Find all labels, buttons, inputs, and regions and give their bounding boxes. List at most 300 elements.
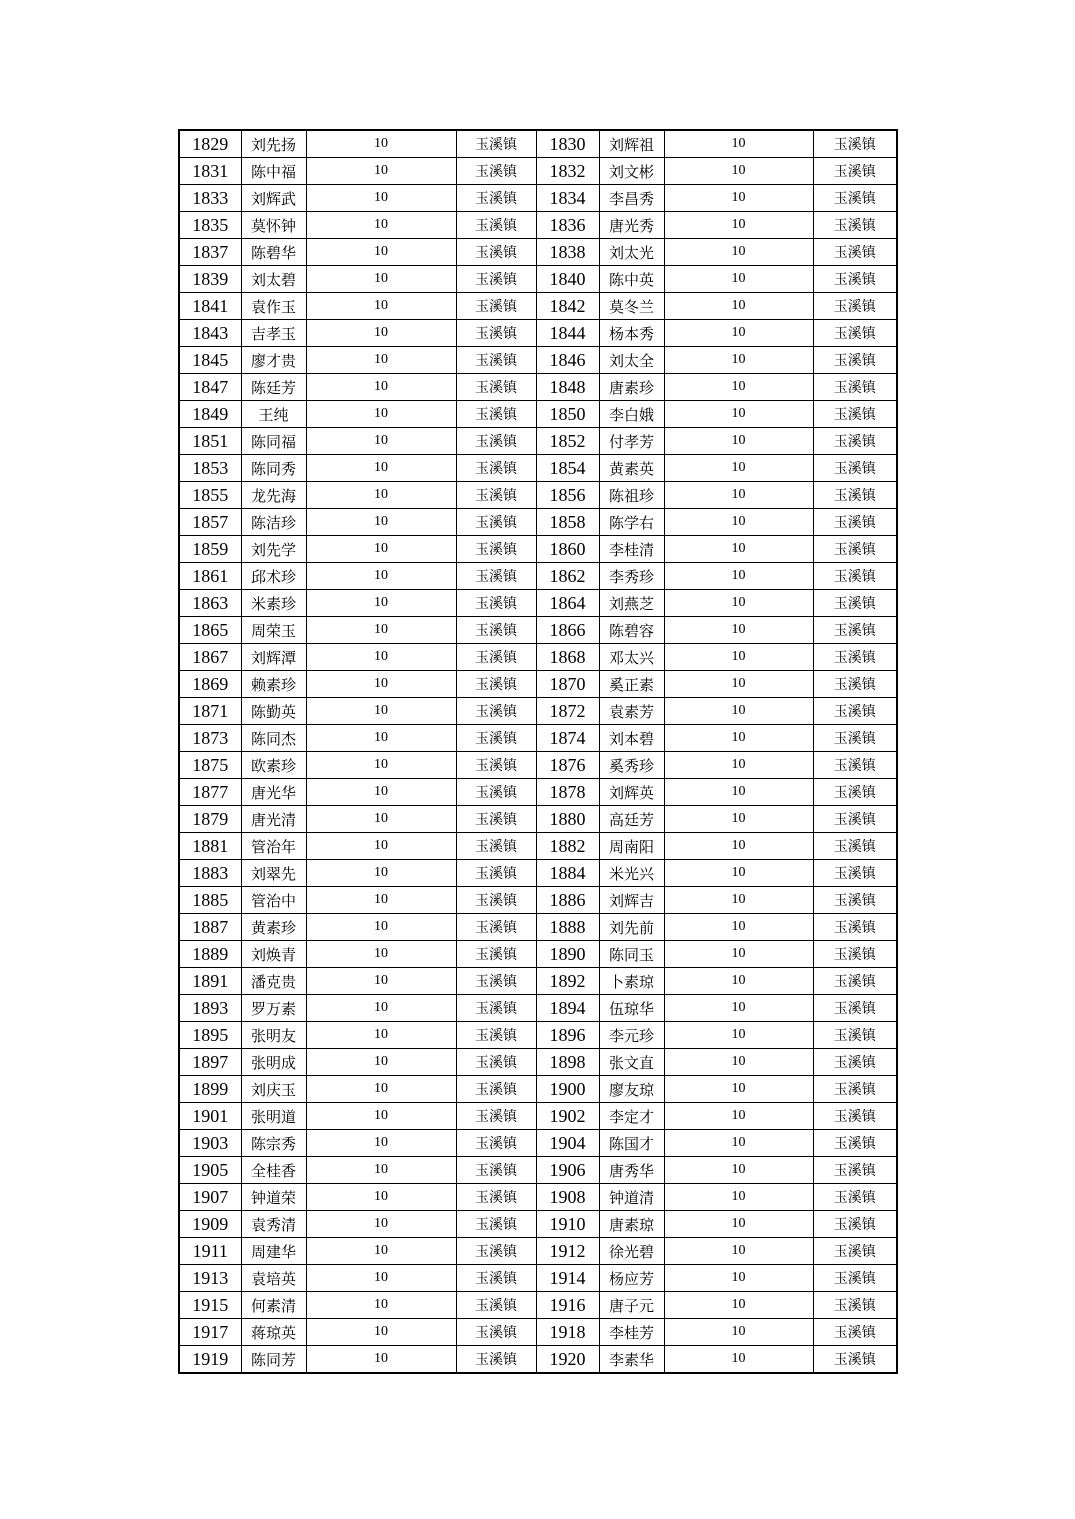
town-name-cell: 玉溪镇	[456, 995, 536, 1022]
person-name-cell: 唐子元	[599, 1292, 664, 1319]
amount-value-cell: 10	[306, 185, 456, 212]
person-name-cell: 陈廷芳	[241, 374, 306, 401]
record-number-cell: 1885	[179, 887, 241, 914]
amount-value-cell: 10	[306, 158, 456, 185]
record-number-cell: 1853	[179, 455, 241, 482]
person-name-cell: 李定才	[599, 1103, 664, 1130]
record-number-cell: 1917	[179, 1319, 241, 1346]
person-name-cell: 李昌秀	[599, 185, 664, 212]
record-number-cell: 1869	[179, 671, 241, 698]
record-number-cell: 1920	[536, 1346, 599, 1374]
town-name-cell: 玉溪镇	[813, 428, 897, 455]
record-number-cell: 1905	[179, 1157, 241, 1184]
person-name-cell: 刘翠先	[241, 860, 306, 887]
record-number-cell: 1858	[536, 509, 599, 536]
person-name-cell: 袁秀清	[241, 1211, 306, 1238]
record-number-cell: 1838	[536, 239, 599, 266]
town-name-cell: 玉溪镇	[456, 1022, 536, 1049]
amount-value-cell: 10	[306, 1265, 456, 1292]
table-row	[179, 130, 897, 158]
town-name-cell: 玉溪镇	[813, 1211, 897, 1238]
town-name-cell: 玉溪镇	[813, 482, 897, 509]
person-name-cell: 陈中英	[599, 266, 664, 293]
table-row	[179, 482, 897, 509]
amount-value-cell: 10	[306, 698, 456, 725]
person-name-cell: 陈同福	[241, 428, 306, 455]
record-number-cell: 1902	[536, 1103, 599, 1130]
record-number-cell: 1871	[179, 698, 241, 725]
record-number-cell: 1886	[536, 887, 599, 914]
record-number-cell: 1843	[179, 320, 241, 347]
person-name-cell: 陈碧华	[241, 239, 306, 266]
person-name-cell: 李桂芳	[599, 1319, 664, 1346]
person-name-cell: 刘辉英	[599, 779, 664, 806]
table-row	[179, 644, 897, 671]
town-name-cell: 玉溪镇	[813, 1238, 897, 1265]
person-name-cell: 刘先学	[241, 536, 306, 563]
table-row	[179, 401, 897, 428]
table-row	[179, 806, 897, 833]
town-name-cell: 玉溪镇	[456, 320, 536, 347]
person-name-cell: 陈同杰	[241, 725, 306, 752]
table-row	[179, 1022, 897, 1049]
record-number-cell: 1892	[536, 968, 599, 995]
person-name-cell: 卜素琼	[599, 968, 664, 995]
record-number-cell: 1891	[179, 968, 241, 995]
table-row	[179, 374, 897, 401]
amount-value-cell: 10	[306, 130, 456, 158]
town-name-cell: 玉溪镇	[456, 266, 536, 293]
person-name-cell: 廖才贵	[241, 347, 306, 374]
record-number-cell: 1889	[179, 941, 241, 968]
record-number-cell: 1906	[536, 1157, 599, 1184]
record-number-cell: 1851	[179, 428, 241, 455]
town-name-cell: 玉溪镇	[456, 401, 536, 428]
amount-value-cell: 10	[306, 806, 456, 833]
table-row	[179, 617, 897, 644]
amount-value-cell: 10	[664, 1103, 813, 1130]
person-name-cell: 欧素珍	[241, 752, 306, 779]
person-name-cell: 刘燕芝	[599, 590, 664, 617]
amount-value-cell: 10	[306, 914, 456, 941]
amount-value-cell: 10	[306, 941, 456, 968]
town-name-cell: 玉溪镇	[813, 293, 897, 320]
record-number-cell: 1884	[536, 860, 599, 887]
town-name-cell: 玉溪镇	[813, 185, 897, 212]
record-number-cell: 1887	[179, 914, 241, 941]
town-name-cell: 玉溪镇	[456, 698, 536, 725]
record-number-cell: 1888	[536, 914, 599, 941]
record-number-cell: 1914	[536, 1265, 599, 1292]
record-number-cell: 1908	[536, 1184, 599, 1211]
record-number-cell: 1913	[179, 1265, 241, 1292]
town-name-cell: 玉溪镇	[813, 752, 897, 779]
amount-value-cell: 10	[306, 1292, 456, 1319]
town-name-cell: 玉溪镇	[813, 698, 897, 725]
person-name-cell: 刘辉潭	[241, 644, 306, 671]
record-number-cell: 1882	[536, 833, 599, 860]
table-row	[179, 1346, 897, 1374]
person-name-cell: 陈中福	[241, 158, 306, 185]
amount-value-cell: 10	[664, 1130, 813, 1157]
record-number-cell: 1857	[179, 509, 241, 536]
person-name-cell: 陈学右	[599, 509, 664, 536]
town-name-cell: 玉溪镇	[456, 1292, 536, 1319]
record-number-cell: 1890	[536, 941, 599, 968]
town-name-cell: 玉溪镇	[813, 1130, 897, 1157]
town-name-cell: 玉溪镇	[813, 617, 897, 644]
record-number-cell: 1903	[179, 1130, 241, 1157]
record-number-cell: 1894	[536, 995, 599, 1022]
record-number-cell: 1832	[536, 158, 599, 185]
town-name-cell: 玉溪镇	[456, 968, 536, 995]
person-name-cell: 刘庆玉	[241, 1076, 306, 1103]
town-name-cell: 玉溪镇	[813, 725, 897, 752]
person-name-cell: 廖友琼	[599, 1076, 664, 1103]
record-number-cell: 1895	[179, 1022, 241, 1049]
table-row	[179, 1265, 897, 1292]
record-number-cell: 1860	[536, 536, 599, 563]
table-row	[179, 887, 897, 914]
table-row	[179, 509, 897, 536]
person-name-cell: 刘先扬	[241, 130, 306, 158]
person-name-cell: 陈洁珍	[241, 509, 306, 536]
person-name-cell: 唐光清	[241, 806, 306, 833]
record-number-cell: 1829	[179, 130, 241, 158]
record-number-cell: 1846	[536, 347, 599, 374]
record-number-cell: 1842	[536, 293, 599, 320]
person-name-cell: 陈祖珍	[599, 482, 664, 509]
town-name-cell: 玉溪镇	[456, 671, 536, 698]
amount-value-cell: 10	[306, 1076, 456, 1103]
person-name-cell: 奚正素	[599, 671, 664, 698]
record-number-cell: 1836	[536, 212, 599, 239]
town-name-cell: 玉溪镇	[456, 806, 536, 833]
town-name-cell: 玉溪镇	[813, 590, 897, 617]
amount-value-cell: 10	[664, 914, 813, 941]
person-name-cell: 刘先前	[599, 914, 664, 941]
amount-value-cell: 10	[664, 806, 813, 833]
amount-value-cell: 10	[306, 1238, 456, 1265]
amount-value-cell: 10	[664, 1184, 813, 1211]
town-name-cell: 玉溪镇	[456, 1238, 536, 1265]
person-name-cell: 米光兴	[599, 860, 664, 887]
table-row	[179, 590, 897, 617]
record-number-cell: 1855	[179, 482, 241, 509]
person-name-cell: 刘太全	[599, 347, 664, 374]
record-number-cell: 1875	[179, 752, 241, 779]
table-row	[179, 1292, 897, 1319]
person-name-cell: 刘本碧	[599, 725, 664, 752]
town-name-cell: 玉溪镇	[813, 833, 897, 860]
table-row	[179, 266, 897, 293]
amount-value-cell: 10	[306, 428, 456, 455]
record-number-cell: 1834	[536, 185, 599, 212]
amount-value-cell: 10	[306, 320, 456, 347]
town-name-cell: 玉溪镇	[813, 941, 897, 968]
amount-value-cell: 10	[664, 644, 813, 671]
town-name-cell: 玉溪镇	[813, 1049, 897, 1076]
record-number-cell: 1856	[536, 482, 599, 509]
town-name-cell: 玉溪镇	[813, 212, 897, 239]
record-number-cell: 1867	[179, 644, 241, 671]
town-name-cell: 玉溪镇	[813, 158, 897, 185]
town-name-cell: 玉溪镇	[813, 995, 897, 1022]
record-number-cell: 1863	[179, 590, 241, 617]
town-name-cell: 玉溪镇	[456, 1346, 536, 1374]
amount-value-cell: 10	[664, 482, 813, 509]
person-name-cell: 蒋琼英	[241, 1319, 306, 1346]
person-name-cell: 徐光碧	[599, 1238, 664, 1265]
person-name-cell: 全桂香	[241, 1157, 306, 1184]
table-row	[179, 239, 897, 266]
table-row	[179, 212, 897, 239]
record-number-cell: 1904	[536, 1130, 599, 1157]
table-row	[179, 968, 897, 995]
record-number-cell: 1899	[179, 1076, 241, 1103]
person-name-cell: 唐素琼	[599, 1211, 664, 1238]
amount-value-cell: 10	[306, 617, 456, 644]
person-name-cell: 赖素珍	[241, 671, 306, 698]
amount-value-cell: 10	[664, 509, 813, 536]
person-name-cell: 唐光华	[241, 779, 306, 806]
person-name-cell: 陈碧容	[599, 617, 664, 644]
amount-value-cell: 10	[664, 536, 813, 563]
town-name-cell: 玉溪镇	[813, 266, 897, 293]
amount-value-cell: 10	[306, 455, 456, 482]
town-name-cell: 玉溪镇	[813, 130, 897, 158]
person-name-cell: 龙先海	[241, 482, 306, 509]
amount-value-cell: 10	[306, 1049, 456, 1076]
town-name-cell: 玉溪镇	[456, 482, 536, 509]
amount-value-cell: 10	[664, 347, 813, 374]
record-number-cell: 1835	[179, 212, 241, 239]
record-number-cell: 1915	[179, 1292, 241, 1319]
amount-value-cell: 10	[306, 752, 456, 779]
amount-value-cell: 10	[664, 185, 813, 212]
amount-value-cell: 10	[306, 860, 456, 887]
amount-value-cell: 10	[664, 320, 813, 347]
table-row	[179, 941, 897, 968]
table-row	[179, 1157, 897, 1184]
record-number-cell: 1862	[536, 563, 599, 590]
town-name-cell: 玉溪镇	[813, 401, 897, 428]
amount-value-cell: 10	[306, 509, 456, 536]
record-number-cell: 1864	[536, 590, 599, 617]
town-name-cell: 玉溪镇	[456, 130, 536, 158]
town-name-cell: 玉溪镇	[456, 590, 536, 617]
record-number-cell: 1837	[179, 239, 241, 266]
record-number-cell: 1844	[536, 320, 599, 347]
record-number-cell: 1845	[179, 347, 241, 374]
table-row	[179, 536, 897, 563]
town-name-cell: 玉溪镇	[456, 1049, 536, 1076]
town-name-cell: 玉溪镇	[456, 1130, 536, 1157]
record-number-cell: 1848	[536, 374, 599, 401]
person-name-cell: 袁素芳	[599, 698, 664, 725]
record-number-cell: 1877	[179, 779, 241, 806]
town-name-cell: 玉溪镇	[456, 374, 536, 401]
record-number-cell: 1852	[536, 428, 599, 455]
person-name-cell: 刘太碧	[241, 266, 306, 293]
person-name-cell: 陈勤英	[241, 698, 306, 725]
person-name-cell: 米素珍	[241, 590, 306, 617]
table-row	[179, 725, 897, 752]
record-number-cell: 1840	[536, 266, 599, 293]
record-number-cell: 1866	[536, 617, 599, 644]
amount-value-cell: 10	[664, 887, 813, 914]
town-name-cell: 玉溪镇	[813, 1292, 897, 1319]
person-name-cell: 李桂清	[599, 536, 664, 563]
roster-body	[179, 130, 897, 1373]
amount-value-cell: 10	[306, 1346, 456, 1374]
person-name-cell: 杨应芳	[599, 1265, 664, 1292]
amount-value-cell: 10	[306, 1319, 456, 1346]
record-number-cell: 1865	[179, 617, 241, 644]
person-name-cell: 刘文彬	[599, 158, 664, 185]
person-name-cell: 陈同秀	[241, 455, 306, 482]
town-name-cell: 玉溪镇	[456, 185, 536, 212]
person-name-cell: 黄素英	[599, 455, 664, 482]
person-name-cell: 唐秀华	[599, 1157, 664, 1184]
record-number-cell: 1916	[536, 1292, 599, 1319]
table-row	[179, 293, 897, 320]
record-number-cell: 1874	[536, 725, 599, 752]
record-number-cell: 1893	[179, 995, 241, 1022]
amount-value-cell: 10	[664, 833, 813, 860]
record-number-cell: 1901	[179, 1103, 241, 1130]
amount-value-cell: 10	[664, 563, 813, 590]
record-number-cell: 1878	[536, 779, 599, 806]
amount-value-cell: 10	[306, 293, 456, 320]
amount-value-cell: 10	[664, 941, 813, 968]
town-name-cell: 玉溪镇	[456, 1265, 536, 1292]
town-name-cell: 玉溪镇	[813, 1157, 897, 1184]
town-name-cell: 玉溪镇	[456, 779, 536, 806]
person-name-cell: 刘太光	[599, 239, 664, 266]
record-number-cell: 1911	[179, 1238, 241, 1265]
town-name-cell: 玉溪镇	[456, 887, 536, 914]
town-name-cell: 玉溪镇	[456, 158, 536, 185]
town-name-cell: 玉溪镇	[456, 536, 536, 563]
record-number-cell: 1839	[179, 266, 241, 293]
table-row	[179, 1211, 897, 1238]
record-number-cell: 1870	[536, 671, 599, 698]
table-row	[179, 833, 897, 860]
record-number-cell: 1861	[179, 563, 241, 590]
record-number-cell: 1873	[179, 725, 241, 752]
amount-value-cell: 10	[664, 590, 813, 617]
amount-value-cell: 10	[664, 428, 813, 455]
table-row	[179, 1319, 897, 1346]
amount-value-cell: 10	[664, 1319, 813, 1346]
person-name-cell: 李元珍	[599, 1022, 664, 1049]
amount-value-cell: 10	[664, 1211, 813, 1238]
town-name-cell: 玉溪镇	[456, 1157, 536, 1184]
person-name-cell: 刘辉武	[241, 185, 306, 212]
table-row	[179, 1076, 897, 1103]
person-name-cell: 莫怀钟	[241, 212, 306, 239]
town-name-cell: 玉溪镇	[813, 536, 897, 563]
town-name-cell: 玉溪镇	[813, 644, 897, 671]
amount-value-cell: 10	[306, 1184, 456, 1211]
town-name-cell: 玉溪镇	[456, 212, 536, 239]
amount-value-cell: 10	[306, 1103, 456, 1130]
person-name-cell: 周荣玉	[241, 617, 306, 644]
amount-value-cell: 10	[306, 833, 456, 860]
person-name-cell: 莫冬兰	[599, 293, 664, 320]
person-name-cell: 袁作玉	[241, 293, 306, 320]
amount-value-cell: 10	[306, 266, 456, 293]
amount-value-cell: 10	[306, 779, 456, 806]
person-name-cell: 钟道荣	[241, 1184, 306, 1211]
town-name-cell: 玉溪镇	[456, 644, 536, 671]
table-row	[179, 1130, 897, 1157]
town-name-cell: 玉溪镇	[813, 509, 897, 536]
town-name-cell: 玉溪镇	[456, 1319, 536, 1346]
person-name-cell: 陈同玉	[599, 941, 664, 968]
person-name-cell: 唐光秀	[599, 212, 664, 239]
person-name-cell: 唐素珍	[599, 374, 664, 401]
town-name-cell: 玉溪镇	[813, 239, 897, 266]
amount-value-cell: 10	[306, 239, 456, 266]
person-name-cell: 李白娥	[599, 401, 664, 428]
town-name-cell: 玉溪镇	[456, 293, 536, 320]
person-name-cell: 黄素珍	[241, 914, 306, 941]
person-name-cell: 管治年	[241, 833, 306, 860]
amount-value-cell: 10	[306, 968, 456, 995]
amount-value-cell: 10	[306, 1130, 456, 1157]
town-name-cell: 玉溪镇	[456, 1211, 536, 1238]
table-row	[179, 671, 897, 698]
amount-value-cell: 10	[306, 347, 456, 374]
record-number-cell: 1907	[179, 1184, 241, 1211]
person-name-cell: 付孝芳	[599, 428, 664, 455]
record-number-cell: 1831	[179, 158, 241, 185]
town-name-cell: 玉溪镇	[456, 833, 536, 860]
town-name-cell: 玉溪镇	[813, 1265, 897, 1292]
amount-value-cell: 10	[664, 1292, 813, 1319]
record-number-cell: 1833	[179, 185, 241, 212]
town-name-cell: 玉溪镇	[813, 347, 897, 374]
person-name-cell: 刘辉祖	[599, 130, 664, 158]
amount-value-cell: 10	[664, 1265, 813, 1292]
town-name-cell: 玉溪镇	[456, 1103, 536, 1130]
amount-value-cell: 10	[664, 671, 813, 698]
person-name-cell: 李秀珍	[599, 563, 664, 590]
table-row	[179, 698, 897, 725]
amount-value-cell: 10	[664, 1238, 813, 1265]
amount-value-cell: 10	[306, 995, 456, 1022]
amount-value-cell: 10	[664, 779, 813, 806]
record-number-cell: 1868	[536, 644, 599, 671]
record-number-cell: 1898	[536, 1049, 599, 1076]
person-name-cell: 刘辉吉	[599, 887, 664, 914]
person-name-cell: 管治中	[241, 887, 306, 914]
person-name-cell: 刘焕青	[241, 941, 306, 968]
person-name-cell: 杨本秀	[599, 320, 664, 347]
table-row	[179, 455, 897, 482]
person-name-cell: 陈宗秀	[241, 1130, 306, 1157]
town-name-cell: 玉溪镇	[456, 914, 536, 941]
person-name-cell: 邱术珍	[241, 563, 306, 590]
amount-value-cell: 10	[306, 374, 456, 401]
person-name-cell: 张明成	[241, 1049, 306, 1076]
table-row	[179, 320, 897, 347]
town-name-cell: 玉溪镇	[813, 1103, 897, 1130]
amount-value-cell: 10	[306, 887, 456, 914]
table-row	[179, 860, 897, 887]
